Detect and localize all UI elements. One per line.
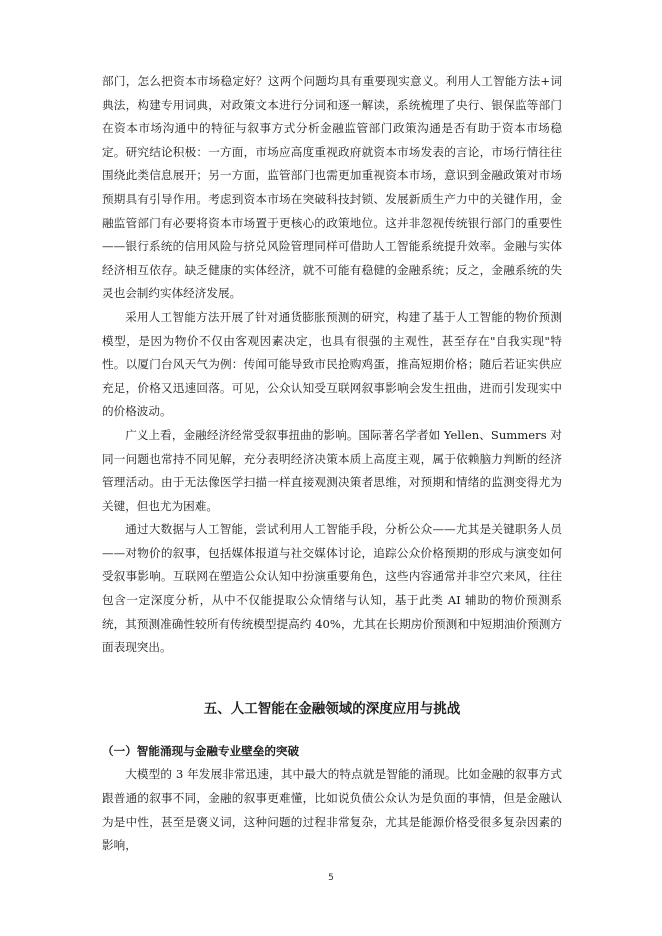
- section-title: 五、人工智能在金融领域的深度应用与挑战: [203, 700, 461, 717]
- subsection-title: （一）智能涌现与金融专业壁垒的突破: [102, 743, 300, 758]
- section-paragraph-1: 大模型的 3 年发展非常迅速，其中最大的特点就是智能的涌现。比如金融的叙事方式跟普通的叙事不同，金融的叙事更难懂，比如说负债公众认为是负面的事情，但是金融认为是中性，甚至是褒义词，这种问题的过程非常复杂，尤其是能源价格受很多复杂因素的影响，: [102, 767, 562, 853]
- body-paragraph-4: 通过大数据与人工智能，尝试利用人工智能手段，分析公众——尤其是关键职务人员——对物价的叙事，包括媒体报道与社交媒体讨论，追踪公众价格预期的形成与演变如何受叙事影响。互联网在塑造公众认知中扮演重要角色，这些内容通常并非空穴来风，往往包含一定深度分析，从中不仅能提取公众情绪与认知，基于此类 AI 辅助的物价预测系统，其预测准确性较所有传统模型提高约 40%，尤其在长期房价预测和中短期油价预测方面表现突出。: [102, 522, 562, 655]
- page-number: 5: [328, 873, 334, 883]
- body-paragraph-1: 部门，怎么把资本市场稳定好？这两个问题均具有重要现实意义。利用人工智能方法+词典法，构建专用词典，对政策文本进行分词和逐一解读，系统梳理了央行、银保监等部门在资本市场沟通中的特征与叙事方式分析金融监管部门政策沟通是否有助于资本市场稳定。研究结论积极：一方面，市场应高度重视政府就资本市场发表的言论，市场行情往往围绕此类信息展开；另一方面，监管部门也需更加重视资本市场，意识到金融政策对市场预期具有引导作用。考虑到资本市场在突破科技封锁、发展新质生产力中的关键作用，金融监管部门有必要将资本市场置于更核心的政策地位。这并非忽视传统银行部门的重要性——银行系统的信用风险与挤兑风险管理同样可借助人工智能系统提升效率。金融与实体经济相互依存。缺乏健康的实体经济，就不可能有稳健的金融系统；反之，金融系统的失灵也会制约实体经济发展。: [102, 74, 562, 301]
- page-body: [102, 70, 562, 858]
- body-paragraph-3: 广义上看，金融经济经常受叙事扭曲的影响。国际著名学者如 Yellen、Summers 对同一问题也常持不同见解，充分表明经济决策本质上高度主观，属于依赖脑力判断的经济管理活动。由于无法像医学扫描一样直接观测决策者思维，对预期和情绪的监测变得尤为关键，但也尤为困难。: [102, 427, 562, 513]
- body-paragraph-2: 采用人工智能方法开展了针对通货膨胀预测的研究，构建了基于人工智能的物价预测模型，是因为物价不仅由客观因素决定，也具有很强的主观性，甚至存在"自我实现"特性。以厦门台风天气为例：传闻可能导致市民抢购鸡蛋，推高短期价格；随后若证实供应充足，价格又迅速回落。可见，公众认知受互联网叙事影响会发生扭曲，进而引发现实中的价格波动。: [102, 309, 562, 419]
